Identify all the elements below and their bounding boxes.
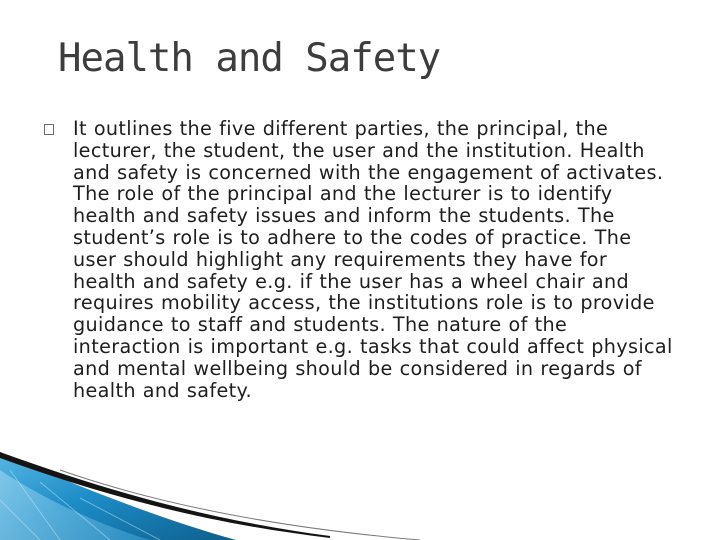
bullet-text: It outlines the five different parties, the principal, the lecturer, the student, the user and the institution. Health and safety is concerned with the engagement of activates. The role of the principal and the lecturer is to identify health and safety issues and inform the students. The student’s role is to adhere to the codes of practice. The user should highlight any requirements they have for health and safety e.g. if the user has a wheel chair and requires mobility access, the institutions role is to provide guidance to staff and students. The nature of the interaction is important e.g. tasks that could affect physical and mental wellbeing should be considered in regards of health and safety.	[73, 117, 673, 402]
corner-facet-lines	[0, 470, 160, 540]
corner-wedge-shape	[0, 452, 236, 540]
corner-light-band	[0, 470, 150, 540]
corner-accent-line	[0, 452, 330, 538]
bullet-item	[44, 118, 676, 401]
hollow-square-bullet-icon	[44, 124, 54, 135]
slide-title: Health and Safety	[58, 36, 441, 81]
corner-thin-line	[60, 470, 420, 540]
